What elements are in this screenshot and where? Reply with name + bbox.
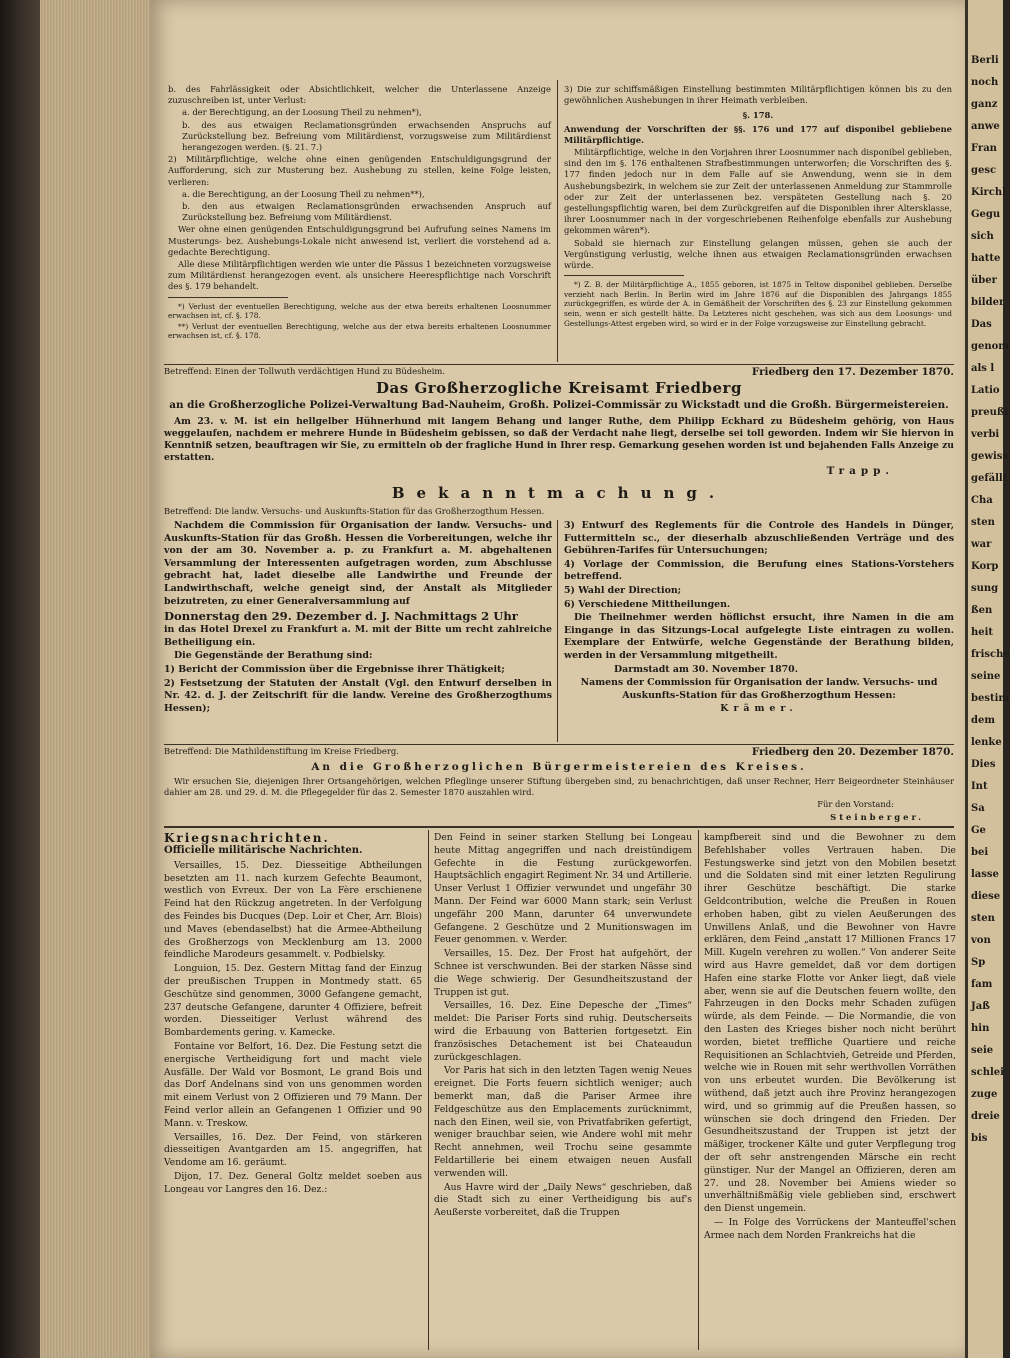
footnote-rule bbox=[168, 297, 288, 298]
betreff-line: Betreffend: Einen der Tollwuth verdächtigen Hund zu Büdesheim. bbox=[164, 366, 446, 376]
notice-mathildenstiftung bbox=[164, 746, 954, 824]
text-line: Militärpflichtige, welche in den Vorjahren ihrer Loosnummer nach disponibel geblieben, sind den im §. 176 enthaltenen Strafbestimmungen unterworfen; die Vorschriften des §. 177 finden jedoch nur in dem Falle auf sie Anwendung, wenn sie in dem Aushebungsbezirk, in welchem sie zur Zeit der unterlassenen Anmeldung zur Stammrolle oder zur Zeit der unterlassenen bez. verspäteten Gestellung nach §. 20 gestellungspflichtig waren, bei dem Zurückgreifen auf die Disponiblen ihrer Altersklasse, ihrer Loosnummer nach in der vorgeschriebenen Reihenfolge ebenfalls zur Aushebung gekommen wären*). bbox=[564, 147, 952, 236]
fragment-line: lasse bbox=[971, 869, 999, 880]
notice-body: Die Theilnehmer werden höflichst ersucht, ihre Namen in die am Eingange in das Sitzungs-Local aufgelegte Liste eintragen zu wollen. Exemplare der Entwürfe, welche Gegenstände der Berathung bilden, werden in der Versammlung mitgetheilt. bbox=[564, 612, 954, 661]
fragment-line: Jaß bbox=[971, 1001, 990, 1012]
addressee-heading: an die Großherzogliche Polizei-Verwaltung Bad-Nauheim, Großh. Polizei-Commissär zu Wickstadt und die Großh. Bürgermeistereien. bbox=[169, 399, 949, 411]
section-title: Anwendung der Vorschriften der §§. 176 und 177 auf disponibel gebliebene Militärpflichtige. bbox=[564, 123, 952, 145]
notice-body: Wir ersuchen Sie, diejenigen Ihrer Ortsangehörigen, welchen Pfleglinge unserer Stiftung übergeben sind, zu benachrichtigen, daß unser Rechner, Herr Beigeordneter Steinhäuser dahier am 28. und 29. d. M. die Pflegegelder für das 2. Semester 1870 auszahlen wird. bbox=[164, 776, 954, 798]
fragment-line: über bbox=[971, 275, 997, 286]
fragment-line: Dies bbox=[971, 759, 996, 770]
page-edges bbox=[40, 0, 160, 1358]
fragment-line: war bbox=[971, 539, 992, 550]
fragment-line: seie bbox=[971, 1045, 994, 1056]
agenda-intro: Die Gegenstände der Berathung sind: bbox=[174, 650, 373, 662]
fragment-line: von bbox=[971, 935, 991, 946]
section-rule bbox=[164, 364, 954, 365]
fragment-line: Sa bbox=[971, 803, 985, 814]
report: Aus Havre wird der „Daily News“ geschrieben, daß die Stadt sich zu einer Vertheidigung bis auf's Aeußerste vorbereitet, daß die Truppen bbox=[434, 1181, 692, 1219]
report: Versailles, 16. Dez. Eine Depesche der „Times“ meldet: Die Pariser Forts sind ruhig. Deutscherseits wird die Erbauung von Batterien fortgesetzt. Ein französisches Detachement ist bei Chateaudun zurückgeschlagen. bbox=[434, 1000, 692, 1063]
report: Dijon, 17. Dez. General Goltz meldet soeben aus Longeau vor Langres den 16. Dez.: bbox=[164, 1170, 422, 1195]
footnote: *) Verlust der eventuellen Berechtigung, welche aus der etwa bereits erhaltenen Loosnummer erwachsen ist, cf. §. 178. bbox=[168, 301, 551, 321]
text-line: a. die Berechtigung, an der Loosung Theil zu nehmen**), bbox=[182, 188, 425, 199]
fragment-line: dem bbox=[971, 715, 995, 726]
fragment-line: gefällt bbox=[971, 473, 1008, 484]
fragment-line: Korp bbox=[971, 561, 999, 572]
fragment-line: anwe bbox=[971, 121, 1000, 132]
signature: Steinberger. bbox=[830, 811, 924, 822]
dateline: Darmstadt am 30. November 1870. bbox=[614, 663, 798, 675]
section-number: §. 178. bbox=[742, 110, 774, 121]
fragment-line: sich bbox=[971, 231, 994, 242]
report: Fontaine vor Belfort, 16. Dez. Die Festung setzt die energische Vertheidigung fort und macht viele Ausfälle. Der Wald vor Bosmont, Le grand Bois und das Dorf Andelnans sind von uns genommen worden mit einem Verlust von 2 Offizieren und 79 Mann. Der Feind verlor allein an Gefangenen 1 Offizier und 90 Mann. v. Treskow. bbox=[164, 1040, 422, 1129]
text-line: Sobald sie hiernach zur Einstellung gelangen müssen, gehen sie auch der Vergünstigung verlustig, welche ihnen aus etwaigen Reclamationsgründen erwachsen würde. bbox=[564, 237, 952, 271]
text-line: 3) Die zur schiffsmäßigen Einstellung bestimmten Militärpflichtigen können bis zu den gewöhnlichen Aushebungen in ihrer Heimath verbleiben. bbox=[564, 84, 952, 106]
top-right-column bbox=[564, 84, 952, 329]
dateline: Friedberg den 20. Dezember 1870. bbox=[751, 746, 954, 758]
dateline: Friedberg den 17. Dezember 1870. bbox=[751, 366, 954, 378]
fragment-line: Cha bbox=[971, 495, 993, 506]
fragment-line: ßen bbox=[971, 605, 993, 616]
agenda-item: 4) Vorlage der Commission, die Berufung eines Stations-Vorstehers betreffend. bbox=[564, 558, 954, 583]
fragment-line: Latio bbox=[971, 385, 1000, 396]
text-line: b. des aus etwaigen Reclamationsgründen erwachsenden Anspruchs auf Zurückstellung bez. Befreiung vom Militärdienst, vorzugsweise zum Militärdienst herangezogen werden. (§. 21. 7.) bbox=[182, 119, 551, 153]
fragment-line: lenke bbox=[971, 737, 1002, 748]
newspaper-page bbox=[150, 0, 965, 1358]
agenda-item: 5) Wahl der Direction; bbox=[564, 584, 682, 596]
war-news-col-3 bbox=[704, 832, 956, 1244]
bekanntmachung-right bbox=[564, 520, 954, 717]
betreff-line: Betreffend: Die Mathildenstiftung im Kreise Friedberg. bbox=[164, 746, 399, 756]
fragment-line: bis bbox=[971, 1133, 988, 1144]
fragment-line: diese bbox=[971, 891, 1001, 902]
fragment-line: verbi bbox=[971, 429, 1000, 440]
fragment-line: sung bbox=[971, 583, 999, 594]
text-line: a. der Berechtigung, an der Loosung Theil zu nehmen*), bbox=[182, 107, 422, 118]
facing-page-fragments bbox=[965, 0, 1010, 1358]
agenda-item: 6) Verschiedene Mittheilungen. bbox=[564, 598, 731, 610]
report: Vor Paris hat sich in den letzten Tagen wenig Neues ereignet. Die Forts feuern sichtlich weniger; auch bemerkt man, daß die Pariser Armee ihre Feldgeschütze aus den Emplacements zurücknimmt, nach den Einen, weil sie, von Privatfabriken gefertigt, weniger brauchbar seien, wie Andere wohl mit mehr Recht annehmen, weil Trochu seine gesammte Feldartillerie bei einem etwaigen neuen Ausfall verwenden will. bbox=[434, 1065, 692, 1179]
report: Versailles, 16. Dez. Der Feind, von stärkeren diesseitigen Avantgarden am 15. angegriffen, hat Vendome am 16. geräumt. bbox=[164, 1131, 422, 1169]
fragment-line: Sp bbox=[971, 957, 986, 968]
fragment-line: preußi bbox=[971, 407, 1009, 418]
report: Versailles, 15. Dez. Der Frost hat aufgehört, der Schnee ist verschwunden. Bei der starken Nässe sind die Wege schwierig. Der Gesundheitszustand der Truppen ist gut. bbox=[434, 948, 692, 998]
text-line: b. den aus etwaigen Reclamationsgründen erwachsenden Anspruch auf Zurückstellung bez. Befreiung vom Militärdienst. bbox=[182, 201, 551, 223]
fragment-line: Fran bbox=[971, 143, 997, 154]
column-divider bbox=[698, 830, 699, 1350]
report: Den Feind in seiner starken Stellung bei Longeau heute Mittag angegriffen und nach dreistündigem Gefechte in die Festung zurückgeworfen. Hauptsächlich engagirt Regiment Nr. 34 und Artillerie. Unser Verlust 1 Offizier verwundet und ungefähr 30 Mann. Der Feind war 6000 Mann stark; sein Verlust ungefähr 200 Mann, darunter 64 unverwundete Gefangene. 2 Geschütze und 2 Munitionswagen im Feuer genommen. v. Werder. bbox=[434, 832, 692, 946]
bekanntmachung-title: Bekanntmachung. bbox=[391, 484, 727, 502]
fragment-line: Das bbox=[971, 319, 992, 330]
section-rule bbox=[164, 826, 954, 828]
report: Longuion, 15. Dez. Gestern Mittag fand der Einzug der preußischen Truppen in Montmedy statt. 65 Geschütze sind genommen, 3000 Gefangene gemacht, 237 deutsche Gefangene, darunter 4 Offiziere, befreit worden. Diesseitiger Verlust während des Bombardements gering. v. Kamecke. bbox=[164, 963, 422, 1039]
text-line: 2) Militärpflichtige, welche ohne einen genügenden Entschuldigungsgrund der Aufforderung, sich zur Musterung bez. Aushebung zu stellen, keine Folge leisten, verlieren: bbox=[168, 154, 551, 187]
meeting-date: Donnerstag den 29. Dezember d. J. Nachmittags 2 Uhr bbox=[164, 609, 518, 624]
fragment-line: noch bbox=[971, 77, 999, 88]
signature: Trapp. bbox=[826, 465, 894, 477]
text-line: Wer ohne einen genügenden Entschuldigungsgrund bei Aufrufung seines Namens im Musterungs- bez. Aushebungs-Lokale nicht anwesend ist, verliert die vorstehend ad a. gedachte Berechtigung. bbox=[168, 224, 551, 257]
report: Versailles, 15. Dez. Diesseitige Abtheilungen besetzten am 11. nach kurzem Gefechte Beaumont, westlich von Evreux. Der von La Fère erschienene Feind hat den Rückzug angetreten. In der Verfolgung des Feindes bis Ducques (Dep. Loir et Cher, Arr. Blois) und Maves (ebendaselbst) hat die Armee-Abtheilung des Großherzogs von Mecklenburg am 13. 2000 feindliche Marodeurs gesammelt. v. Podbielsky. bbox=[164, 859, 422, 961]
notice-tollwuth bbox=[164, 366, 954, 479]
fragment-line: Gegu bbox=[971, 209, 1001, 220]
fragment-line: Int bbox=[971, 781, 988, 792]
fragment-line: sten bbox=[971, 517, 995, 528]
fragment-line: zuge bbox=[971, 1089, 998, 1100]
agenda-item: 3) Entwurf des Reglements für die Controle des Handels in Dünger, Futtermitteln sc., der dieserhalb abzuschließenden Verträge und des Gebühren-Tarifes für Untersuchungen; bbox=[564, 520, 954, 557]
fragment-line: sten bbox=[971, 913, 995, 924]
authority-heading: Das Großherzogliche Kreisamt Friedberg bbox=[376, 379, 742, 397]
report: — In Folge des Vorrückens der Manteuffel'schen Armee nach dem Norden Frankreichs hat die bbox=[704, 1216, 956, 1241]
fragment-line: seine bbox=[971, 671, 1001, 682]
top-left-column bbox=[168, 84, 551, 342]
war-news-subtitle: Officielle militärische Nachrichten. bbox=[164, 845, 363, 856]
fragment-line: frische bbox=[971, 649, 1010, 660]
fragment-line: hatte bbox=[971, 253, 1001, 264]
fragment-line: Kirchl bbox=[971, 187, 1006, 198]
fragment-line: hin bbox=[971, 1023, 990, 1034]
betreff-line: Betreffend: Die landw. Versuchs- und Auskunfts-Station für das Großherzogthum Hessen. bbox=[164, 506, 545, 516]
fragment-line: fam bbox=[971, 979, 993, 990]
report: kampfbereit sind und die Bewohner zu dem Befehlshaber volles Vertrauen haben. Die Festungswerke sind jetzt von den Mobilen besetzt und die Soldaten sind mit einer letzten Regulirung ihrer Geschütze beschäftigt. Die starke Geldcontribution, welche die Preußen in Rouen erhoben haben, gibt zu vielen Aeußerungen des Unwillens Anlaß, und die Bewohner von Havre erklären, dem Feind „anstatt 17 Millionen Francs 17 Mill. Kugeln verehren zu wollen.“ Von anderer Seite wird aus Havre gemeldet, daß vor dem dortigen Hafen eine starke Flotte vor Anker liegt, daß viele aber, wenn sie auf die Deutschen feuern wollte, den Fahrzeugen in den Docks mehr Schaden zufügen würde, als dem Feinde. — Die Normandie, die von den Lasten des Krieges bisher noch nicht berührt worden, bietet treffliche Quartiere und reiche Requisitionen an Schlachtvieh, Getreide und Pferden, welche wie in Rouen mit sehr werthvollen Vorräthen von uns erbeutet wurden. Die Bevölkerung ist wüthend, daß jetzt auch ihre Provinz herangezogen wird, und so grimmig auf die Preußen hassen, so wünschen sie doch dringend den Frieden. Der Gesundheitszustand der Truppen ist jetzt der mäßiger, trockener Kälte und guter Verpflegung trog der oft sehr anstrengenden Märsche ein recht günstiger. Nur der Mangel an Offizieren, deren am 27. und 28. November bei Amiens wieder so unverhältnißmäßig viele geblieben sind, erschwert den Dienst ungemein. bbox=[704, 832, 956, 1215]
addressee-heading: An die Großherzoglichen Bürgermeistereien des Kreises. bbox=[311, 761, 807, 773]
fragment-line: schlei bbox=[971, 1067, 1004, 1078]
footnote: *) Z. B. der Militärpflichtige A., 1855 geboren, ist 1875 in Teltow disponibel geblieben. Derselbe verzieht nach Berlin. In Berlin wird im Jahre 1876 auf die Disponiblen des Jahrgangs 1855 zurückgegriffen, es würde der A. in Gemäßheit der Vorschriften des §. 23 zur Einstellung gekommen sein, wenn er sich gestellt hätte. Da Letzteres nicht geschehen, was sich aus dem Loosungs- und Gestellungs-Attest ergeben wird, so wird er in der Folge vorzugsweise zur Einstellung gebracht. bbox=[564, 280, 952, 328]
fragment-line: dreie bbox=[971, 1111, 1000, 1122]
war-news-col-1 bbox=[164, 832, 422, 1198]
fragment-line: ganz bbox=[971, 99, 998, 110]
fragment-line: Berli bbox=[971, 55, 999, 66]
fragment-line: als l bbox=[971, 363, 995, 374]
column-divider bbox=[557, 80, 558, 362]
fragment-line: bilder bbox=[971, 297, 1005, 308]
notice-body: Am 23. v. M. ist ein hellgelber Hühnerhund mit langem Behang und langer Ruthe, dem Philipp Eckhard zu Büdesheim gehörig, von Haus weggelaufen, nachdem er mehrere Hunde in Büdesheim gebissen, so daß der Verdacht nahe liegt, derselbe sei toll geworden. Indem wir Sie hiervon in Kenntniß setzen, beauftragen wir Sie, zu ermitteln ob der fragliche Hund in Ihrer resp. Gemarkung gesehen worden ist und bejahenden Falls Anzeige zu erstatten. bbox=[164, 416, 954, 463]
agenda-item: 1) Bericht der Commission über die Ergebnisse ihrer Thätigkeit; bbox=[164, 663, 505, 675]
for-line: Für den Vorstand: bbox=[817, 799, 894, 810]
bekanntmachung-left bbox=[164, 520, 552, 716]
footnote-rule bbox=[564, 275, 684, 276]
book-spine bbox=[0, 0, 40, 1358]
war-news-title: Kriegsnachrichten. bbox=[164, 831, 330, 845]
war-news-col-2 bbox=[434, 832, 692, 1221]
text-line: Alle diese Militärpflichtigen werden wie unter die Pässus 1 bezeichneten vorzugsweise zum Militärdienst herangezogen event. als unsichere Heerespflichtige nach Vorschrift des §. 179 behandelt. bbox=[168, 259, 551, 292]
text-line: b. des Fahrlässigkeit oder Absichtlichkeit, welcher die Unterlassene Anzeige zuzuschreiben ist, unter Verlust: bbox=[168, 84, 551, 106]
fragment-line: bei bbox=[971, 847, 989, 858]
notice-body: in das Hotel Drexel zu Frankfurt a. M. mit der Bitte um recht zahlreiche Betheiligung ein. bbox=[164, 624, 552, 648]
notice-body: Nachdem die Commission für Organisation der landw. Versuchs- und Auskunfts-Station für das Großh. Hessen die Vorbereitungen, welche ihr von der am 30. November a. p. zu Frankfurt a. M. abgehaltenen Versammlung der Interessenten aufgetragen worden, zum Abschlusse gebracht hat, ladet dieselbe alle Landwirthe und Freunde der Landwirthschaft, welche geneigt sind, der Anstalt als Mitglieder beizutreten, zu einer Generalversammlung auf bbox=[164, 520, 552, 607]
fragment-line: genom bbox=[971, 341, 1009, 352]
fragment-line: gesc bbox=[971, 165, 997, 176]
agenda-item: 2) Festsetzung der Statuten der Anstalt (Vgl. den Entwurf derselben in Nr. 42. d. J. der Zeitschrift für die landw. Vereine des Großherzogthums Hessen); bbox=[164, 677, 552, 714]
fragment-line: heit bbox=[971, 627, 994, 638]
fragment-line: gewiss bbox=[971, 451, 1009, 462]
column-divider bbox=[428, 830, 429, 1350]
footnote: **) Verlust der eventuellen Berechtigung, welche aus der etwa bereits erhaltenen Loosnummer erwachsen ist, cf. §. 178. bbox=[168, 321, 551, 341]
issuer: Namens der Commission für Organisation der landw. Versuchs- und Auskunfts-Station für das Großherzogthum Hessen: bbox=[580, 677, 938, 701]
section-rule bbox=[164, 744, 954, 745]
signature: Krämer. bbox=[720, 703, 798, 715]
fragment-line: bestim bbox=[971, 693, 1009, 704]
fragment-line: Ge bbox=[971, 825, 986, 836]
column-divider bbox=[557, 520, 558, 742]
